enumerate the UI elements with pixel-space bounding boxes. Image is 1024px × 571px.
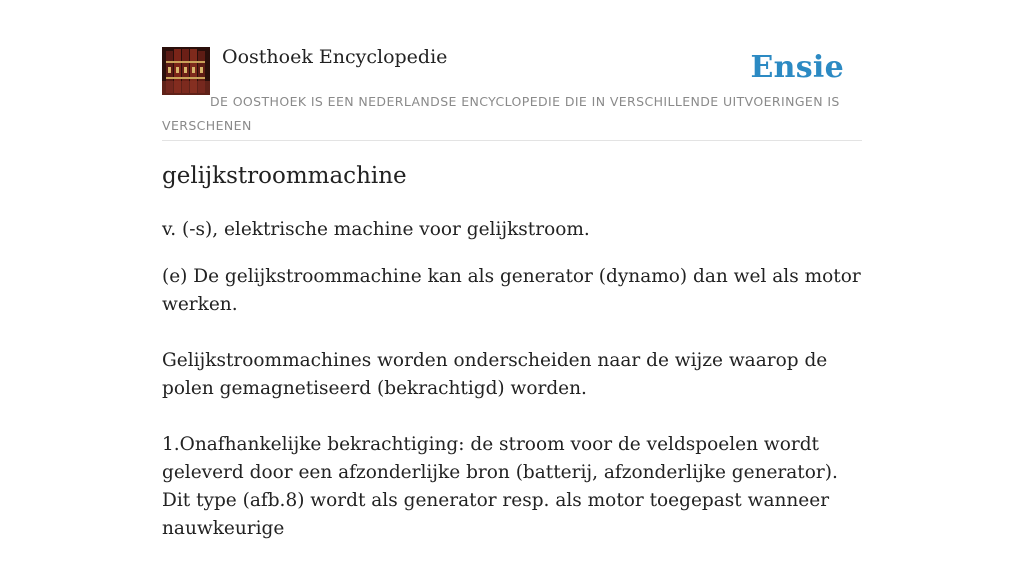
page-title: gelijkstroommachine	[162, 163, 407, 189]
entry-body	[162, 263, 862, 571]
page-content	[162, 0, 862, 539]
book-spines-icon	[162, 47, 210, 95]
body-paragraph: 1.Onafhankelijke bekrachtiging: de stroom voor de veldspoelen wordt geleverd door een afzonderlijke bron (batterij, afzonderlijke generator). Dit type (afb.8) wordt als generator resp. als motor toegepast wanneer nauwkeurige	[162, 434, 838, 539]
avatar[interactable]	[162, 47, 210, 95]
site-title[interactable]: Oosthoek Encyclopedie	[222, 46, 448, 68]
brand-logo[interactable]: Ensie	[750, 50, 844, 85]
body-paragraph: Gelijkstroommachines worden onderscheiden naar de wijze waarop de polen gemagnetiseerd (bekrachtigd) worden.	[162, 350, 828, 399]
entry-definition: v. (-s), elektrische machine voor gelijkstroom.	[162, 219, 590, 240]
body-paragraph: (e) De gelijkstroommachine kan als generator (dynamo) dan wel als motor werken.	[162, 266, 861, 315]
entry-header	[162, 0, 862, 141]
site-tagline: DE OOSTHOEK IS EEN NEDERLANDSE ENCYCLOPEDIE DIE IN VERSCHILLENDE UITVOERINGEN IS VERSCHENEN	[162, 94, 840, 133]
